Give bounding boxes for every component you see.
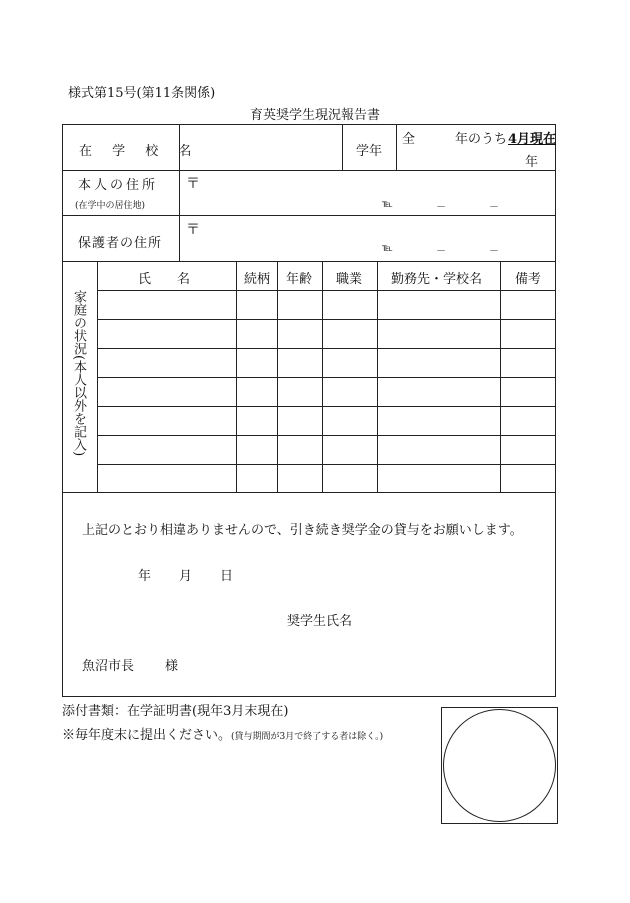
date-month: 月 xyxy=(179,569,193,584)
seal-circle-icon xyxy=(442,708,557,823)
family-row[interactable] xyxy=(98,349,554,377)
self-address-field[interactable] xyxy=(181,172,553,214)
col-age: 年齢 xyxy=(286,272,313,287)
family-row[interactable] xyxy=(98,320,554,348)
family-row[interactable] xyxy=(98,378,554,406)
grade-mid: 年のうち xyxy=(455,132,508,147)
col-remarks: 備考 xyxy=(515,272,542,287)
honorific: 様 xyxy=(165,659,179,674)
col-relation: 続柄 xyxy=(244,272,271,287)
school-name-field[interactable] xyxy=(181,126,341,169)
grade-suffix: 年 xyxy=(525,155,539,170)
tel-dash: － xyxy=(436,202,446,213)
family-row[interactable] xyxy=(98,407,554,435)
family-row[interactable] xyxy=(98,291,554,319)
tel-dash: － xyxy=(436,246,446,257)
declaration-statement: 上記のとおり相違ありませんので、引き続き奨学金の貸与をお願いします。 xyxy=(82,523,523,538)
grade-field[interactable] xyxy=(398,126,557,169)
tel-dash: － xyxy=(489,202,499,213)
attachment-note: 添付書類：在学証明書(現年3月末現在) xyxy=(62,704,289,719)
guardian-address-label: 保護者の住所 xyxy=(78,236,163,251)
postal-mark-icon: 〒 xyxy=(186,222,200,238)
signer-label: 奨学生氏名 xyxy=(287,614,353,629)
tel-dash: － xyxy=(489,246,499,257)
grade-prefix: 全 xyxy=(402,132,416,147)
signer-name-field[interactable] xyxy=(360,606,540,628)
seal-box[interactable] xyxy=(441,707,558,824)
self-address-label: 本人の住所 xyxy=(78,178,159,193)
postal-mark-icon: 〒 xyxy=(186,176,200,192)
submit-note xyxy=(62,724,383,743)
grade-label: 学年 xyxy=(356,144,383,159)
date-year: 年 xyxy=(138,569,152,584)
col-name: 氏 名 xyxy=(138,272,191,287)
col-occupation: 職業 xyxy=(336,272,363,287)
date-day: 日 xyxy=(220,569,234,584)
tel-mark-icon: ℡ xyxy=(382,243,393,254)
grade-as-of-april: 4月現在 xyxy=(508,132,557,147)
family-row[interactable] xyxy=(98,465,554,492)
family-row[interactable] xyxy=(98,436,554,464)
self-address-sublabel: (在学中の居住地) xyxy=(75,201,146,211)
form-number: 様式第15号(第11条関係) xyxy=(68,86,216,101)
school-name-label: 在 学 校 名 xyxy=(79,144,200,159)
submit-note-main: ※毎年度末に提出ください。 xyxy=(62,728,232,743)
col-workplace: 勤務先・学校名 xyxy=(391,272,483,287)
page-title: 育英奨学生現況報告書 xyxy=(250,108,381,123)
tel-mark-icon: ℡ xyxy=(382,199,393,210)
submit-note-paren: (貸与期間が3月で終了する者は除く。) xyxy=(231,732,384,742)
guardian-address-field[interactable] xyxy=(181,217,553,260)
family-section-label: 家庭の状況(本人以外を記入) xyxy=(71,290,86,457)
addressee: 魚沼市長 xyxy=(82,659,135,674)
